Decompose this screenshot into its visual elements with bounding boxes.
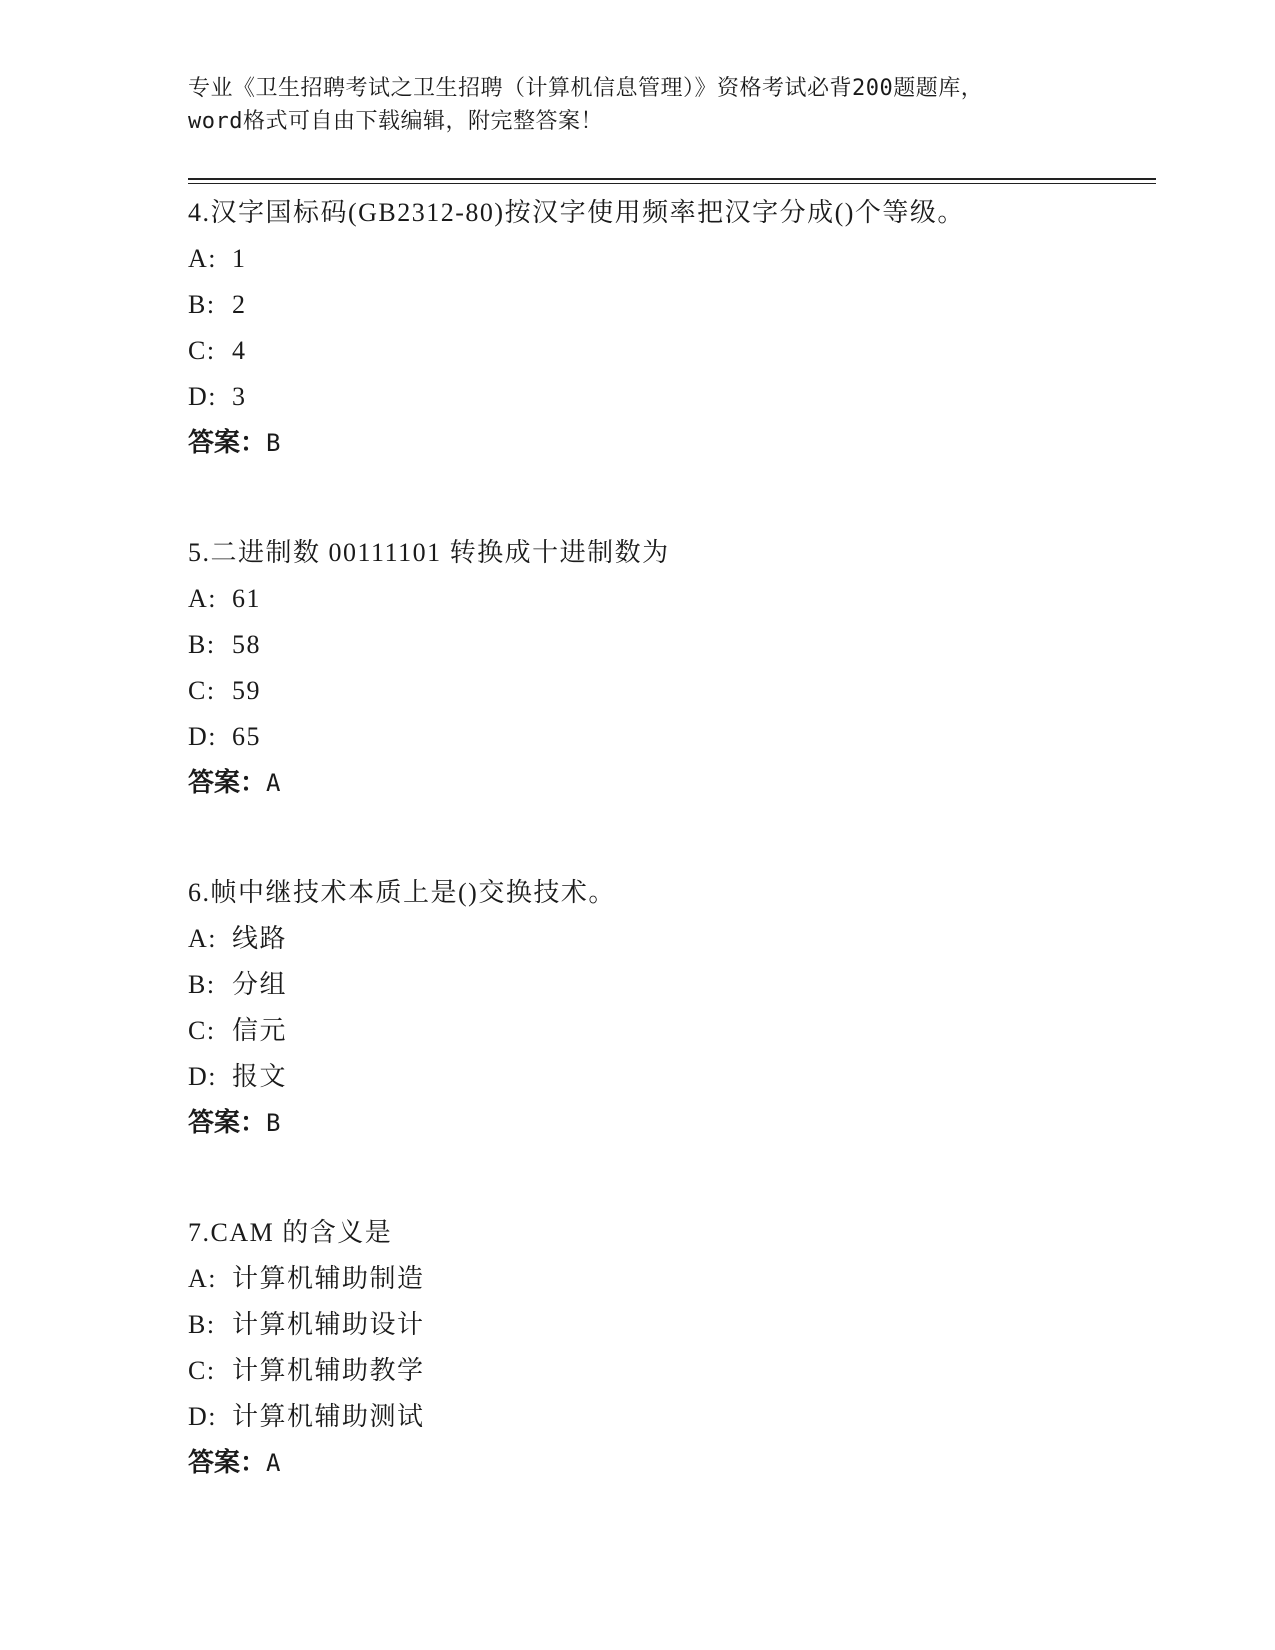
option-c [188,668,1156,714]
header-line-1: 专业《卫生招聘考试之卫生招聘（计算机信息管理）》资格考试必背200题题库， [188,76,984,101]
question-title: 4.汉字国标码(GB2312-80)按汉字使用频率把汉字分成()个等级。 [188,198,965,227]
answer-line [188,760,1156,806]
option-text: 线路 [232,924,288,953]
answer-value: A [266,1449,281,1477]
question-list [188,190,1156,1550]
option-letter: B: [188,1310,216,1339]
option-text: 3 [232,382,247,411]
option-letter: A: [188,924,217,953]
option-letter: B: [188,970,216,999]
answer-line [188,420,1156,466]
option-letter: B: [188,630,216,659]
answer-line [188,1100,1156,1146]
option-d [188,1054,1156,1100]
option-text: 4 [232,336,247,365]
option-b [188,962,1156,1008]
option-letter: C: [188,1016,216,1045]
option-c [188,328,1156,374]
option-text: 2 [232,290,247,319]
answer-value: A [266,769,281,797]
option-a [188,1256,1156,1302]
question-title: 7.CAM 的含义是 [188,1218,393,1247]
option-b [188,282,1156,328]
option-letter: D: [188,1062,217,1091]
option-a [188,916,1156,962]
answer-value: B [266,1109,281,1137]
option-letter: C: [188,336,216,365]
option-text: 计算机辅助教学 [232,1356,425,1385]
question-block [188,530,1156,806]
option-text: 59 [232,676,261,705]
answer-label: 答案： [188,768,267,798]
option-text: 信元 [232,1016,288,1045]
header-divider-top [188,178,1156,180]
option-letter: A: [188,1264,217,1293]
option-a [188,236,1156,282]
answer-label: 答案： [188,428,267,458]
document-header [188,72,1088,138]
option-d [188,714,1156,760]
option-letter: D: [188,722,217,751]
option-letter: C: [188,1356,216,1385]
option-c [188,1008,1156,1054]
header-line-2: word格式可自由下载编辑，附完整答案！ [188,109,603,134]
option-text: 计算机辅助测试 [232,1402,425,1431]
option-text: 报文 [232,1062,288,1091]
option-d [188,374,1156,420]
option-text: 计算机辅助制造 [232,1264,425,1293]
header-divider-bottom [188,183,1156,184]
option-text: 58 [232,630,261,659]
option-letter: D: [188,382,217,411]
option-letter: D: [188,1402,217,1431]
question-block [188,1210,1156,1486]
option-b [188,622,1156,668]
option-d [188,1394,1156,1440]
option-text: 65 [232,722,261,751]
option-letter: C: [188,676,216,705]
option-b [188,1302,1156,1348]
option-letter: A: [188,244,217,273]
question-title: 5.二进制数 00111101 转换成十进制数为 [188,538,670,567]
option-text: 分组 [232,970,288,999]
option-text: 计算机辅助设计 [232,1310,425,1339]
answer-value: B [266,429,281,457]
option-letter: A: [188,584,217,613]
option-c [188,1348,1156,1394]
question-block [188,870,1156,1146]
question-block [188,190,1156,466]
option-text: 1 [232,244,247,273]
answer-label: 答案： [188,1448,267,1478]
option-a [188,576,1156,622]
question-title: 6.帧中继技术本质上是()交换技术。 [188,878,616,907]
option-letter: B: [188,290,216,319]
answer-line [188,1440,1156,1486]
option-text: 61 [232,584,261,613]
answer-label: 答案： [188,1108,267,1138]
